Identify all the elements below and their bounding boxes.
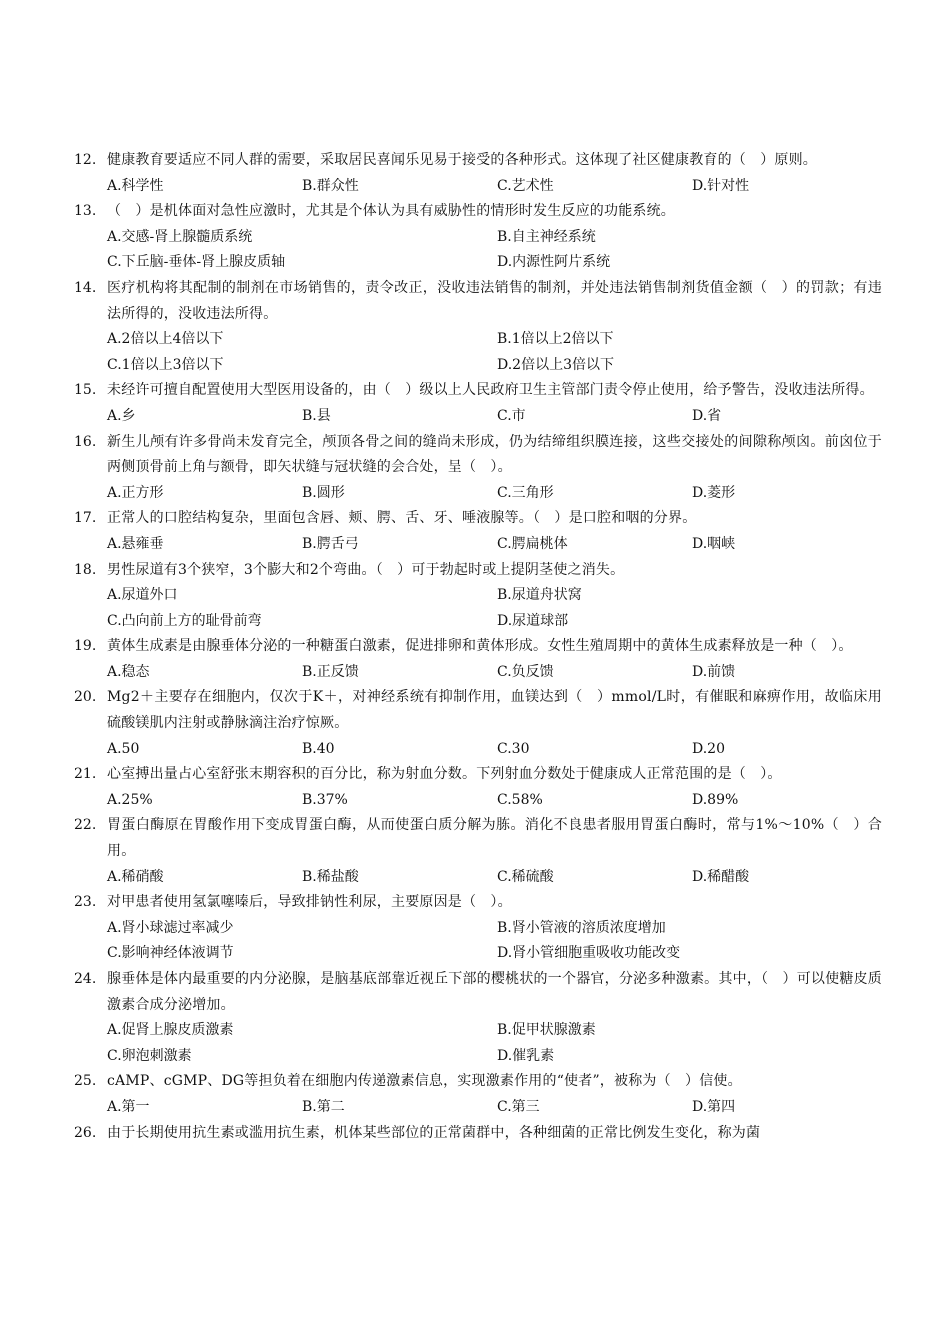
- question-stem: 心室搏出量占心室舒张末期容积的百分比，称为射血分数。下列射血分数处于健康成人正常范围的是（ ）。: [107, 766, 782, 783]
- option-list: [107, 1018, 882, 1069]
- question-number: 26.: [74, 1124, 97, 1141]
- question-20: [74, 685, 882, 762]
- answer-option: A.稳态: [107, 663, 150, 680]
- answer-option: B.1倍以上2倍以下: [497, 331, 614, 348]
- answer-option: D.催乳素: [497, 1047, 555, 1064]
- answer-option: A.悬雍垂: [107, 535, 164, 552]
- question-stem: 健康教育要适应不同人群的需要，采取居民喜闻乐见易于接受的各种形式。这体现了社区健康教育的（ ）原则。: [107, 152, 817, 168]
- question-26: [74, 1121, 882, 1147]
- answer-option: A.尿道外口: [107, 587, 178, 604]
- answer-option: C.下丘脑-垂体-肾上腺皮质轴: [107, 254, 286, 271]
- option-list: [107, 660, 882, 686]
- question-stem: （ ）是机体面对急性应激时，尤其是个体认为具有威胁性的情形时发生反应的功能系统。: [107, 203, 675, 220]
- question-stem: cAMP、cGMP、DG等担负着在细胞内传递激素信息，实现激素作用的“使者”，被称为（ ）信使。: [107, 1073, 742, 1090]
- answer-option: B.尿道舟状窝: [497, 587, 582, 604]
- answer-option: D.20: [692, 740, 725, 757]
- answer-option: B.促甲状腺激素: [497, 1022, 596, 1039]
- answer-option: A.第一: [107, 1098, 150, 1115]
- question-stem: 黄体生成素是由腺垂体分泌的一种糖蛋白激素，促进排卵和黄体形成。女性生殖周期中的黄体生成素释放是一种（ ）。: [107, 638, 853, 655]
- question-number: 24.: [74, 971, 97, 987]
- answer-option: A.促肾上腺皮质激素: [107, 1022, 234, 1039]
- question-stem: 胃蛋白酶原在胃酸作用下变成胃蛋白酶，从而使蛋白质分解为胨。消化不良患者服用胃蛋白酶时，常与1%～10%（ ）合用。: [107, 817, 882, 860]
- question-stem: 由于长期使用抗生素或滥用抗生素，机体某些部位的正常菌群中，各种细菌的正常比例发生变化，称为菌: [107, 1124, 761, 1141]
- question-17: [74, 506, 882, 557]
- question-number: 20.: [74, 689, 97, 706]
- option-list: [107, 481, 882, 507]
- answer-option: D.89%: [692, 791, 739, 808]
- question-number: 21.: [74, 766, 97, 783]
- option-list: [107, 583, 882, 634]
- answer-option: D.内源性阿片系统: [497, 254, 611, 271]
- answer-option: B.第二: [302, 1098, 345, 1115]
- question-22: [74, 813, 882, 890]
- answer-option: B.群众性: [302, 177, 359, 194]
- question-18: [74, 558, 882, 635]
- answer-option: C.艺术性: [497, 177, 554, 194]
- answer-option: B.自主神经系统: [497, 228, 596, 245]
- question-number: 22.: [74, 817, 97, 834]
- question-16: [74, 430, 882, 507]
- answer-option: C.腭扁桃体: [497, 535, 568, 552]
- option-list: [107, 1095, 882, 1121]
- option-list: [107, 174, 882, 200]
- question-25: [74, 1069, 882, 1120]
- answer-option: A.25%: [107, 791, 153, 808]
- question-number: 23.: [74, 894, 97, 911]
- question-number: 13.: [74, 203, 97, 220]
- answer-option: A.50: [107, 740, 140, 757]
- question-number: 12.: [74, 152, 97, 168]
- answer-option: C.1倍以上3倍以下: [107, 356, 224, 373]
- question-13: [74, 199, 882, 276]
- answer-option: C.负反馈: [497, 663, 554, 680]
- question-24: [74, 967, 882, 1069]
- question-15: [74, 378, 882, 429]
- option-list: [107, 404, 882, 430]
- option-list: [107, 327, 882, 378]
- question-stem: 医疗机构将其配制的制剂在市场销售的，责令改正，没收违法销售的制剂，并处违法销售制剂货值金额（ ）的罚款；有违法所得的，没收违法所得。: [107, 279, 882, 322]
- option-list: [107, 865, 882, 891]
- answer-option: A.肾小球滤过率减少: [107, 919, 234, 936]
- answer-option: B.肾小管液的溶质浓度增加: [497, 919, 666, 936]
- answer-option: C.58%: [497, 791, 543, 808]
- question-number: 17.: [74, 510, 97, 527]
- answer-option: C.卵泡刺激素: [107, 1047, 192, 1064]
- question-number: 16.: [74, 433, 97, 450]
- answer-option: B.县: [302, 407, 331, 424]
- question-stem: 腺垂体是体内最重要的内分泌腺，是脑基底部靠近视丘下部的樱桃状的一个器官，分泌多种激素。其中，（ ）可以使糖皮质激素合成分泌增加。: [107, 971, 882, 1013]
- option-list: [107, 737, 882, 763]
- answer-option: B.稀盐酸: [302, 868, 359, 885]
- question-stem: 未经许可擅自配置使用大型医用设备的，由（ ）级以上人民政府卫生主管部门责令停止使用，给予警告，没收违法所得。: [107, 382, 874, 399]
- answer-option: C.影响神经体液调节: [107, 945, 234, 962]
- question-stem: 男性尿道有3个狭窄，3个膨大和2个弯曲。（ ）可于勃起时或上提阴茎使之消失。: [107, 561, 625, 578]
- answer-option: D.针对性: [692, 177, 750, 194]
- answer-option: D.2倍以上3倍以下: [497, 356, 614, 373]
- answer-option: A.交感-肾上腺髓质系统: [107, 228, 253, 245]
- answer-option: D.前馈: [692, 663, 736, 680]
- option-list: [107, 225, 882, 276]
- question-number: 15.: [74, 382, 97, 399]
- answer-option: C.稀硫酸: [497, 868, 554, 885]
- option-list: [107, 788, 882, 814]
- answer-option: D.咽峡: [692, 535, 736, 552]
- answer-option: C.第三: [497, 1098, 540, 1115]
- answer-option: A.正方形: [107, 484, 164, 501]
- answer-option: C.30: [497, 740, 530, 757]
- answer-option: B.圆形: [302, 484, 345, 501]
- question-number: 14.: [74, 279, 97, 296]
- question-21: [74, 762, 882, 813]
- answer-option: A.稀硝酸: [107, 868, 164, 885]
- answer-option: A.科学性: [107, 177, 164, 194]
- exam-document: [0, 148, 950, 1146]
- question-number: 19.: [74, 638, 97, 655]
- question-19: [74, 634, 882, 685]
- question-14: [74, 276, 882, 378]
- answer-option: B.正反馈: [302, 663, 359, 680]
- answer-option: D.第四: [692, 1098, 736, 1115]
- question-stem: 新生儿颅有许多骨尚未发育完全，颅顶各骨之间的缝尚未形成，仍为结缔组织膜连接，这些交接处的间隙称颅囟。前囟位于两侧顶骨前上角与额骨，即矢状缝与冠状缝的会合处，呈（ ）。: [107, 433, 882, 476]
- answer-option: B.37%: [302, 791, 348, 808]
- answer-option: C.市: [497, 407, 526, 424]
- answer-option: D.菱形: [692, 484, 736, 501]
- answer-option: D.省: [692, 407, 722, 424]
- option-list: [107, 916, 882, 967]
- question-stem: 对甲患者使用氢氯噻嗪后，导致排钠性利尿，主要原因是（ ）。: [107, 894, 512, 911]
- answer-option: D.尿道球部: [497, 612, 569, 629]
- answer-option: B.40: [302, 740, 335, 757]
- question-stem: Mg2＋主要存在细胞内，仅次于K＋，对神经系统有抑制作用，血镁达到（ ）mmol/L时，有催眠和麻痹作用，故临床用硫酸镁肌内注射或静脉滴注治疗惊厥。: [107, 689, 882, 732]
- option-list: [107, 532, 882, 558]
- answer-option: A.乡: [107, 407, 136, 424]
- answer-option: B.腭舌弓: [302, 535, 359, 552]
- question-number: 18.: [74, 561, 97, 578]
- answer-option: C.凸向前上方的耻骨前弯: [107, 612, 262, 629]
- question-23: [74, 890, 882, 967]
- answer-option: D.肾小管细胞重吸收功能改变: [497, 945, 681, 962]
- question-number: 25.: [74, 1073, 97, 1090]
- answer-option: A.2倍以上4倍以下: [107, 331, 224, 348]
- question-stem: 正常人的口腔结构复杂，里面包含唇、颊、腭、舌、牙、唾液腺等。（ ）是口腔和咽的分界。: [107, 510, 697, 527]
- answer-option: D.稀醋酸: [692, 868, 750, 885]
- question-12: [74, 148, 882, 199]
- answer-option: C.三角形: [497, 484, 554, 501]
